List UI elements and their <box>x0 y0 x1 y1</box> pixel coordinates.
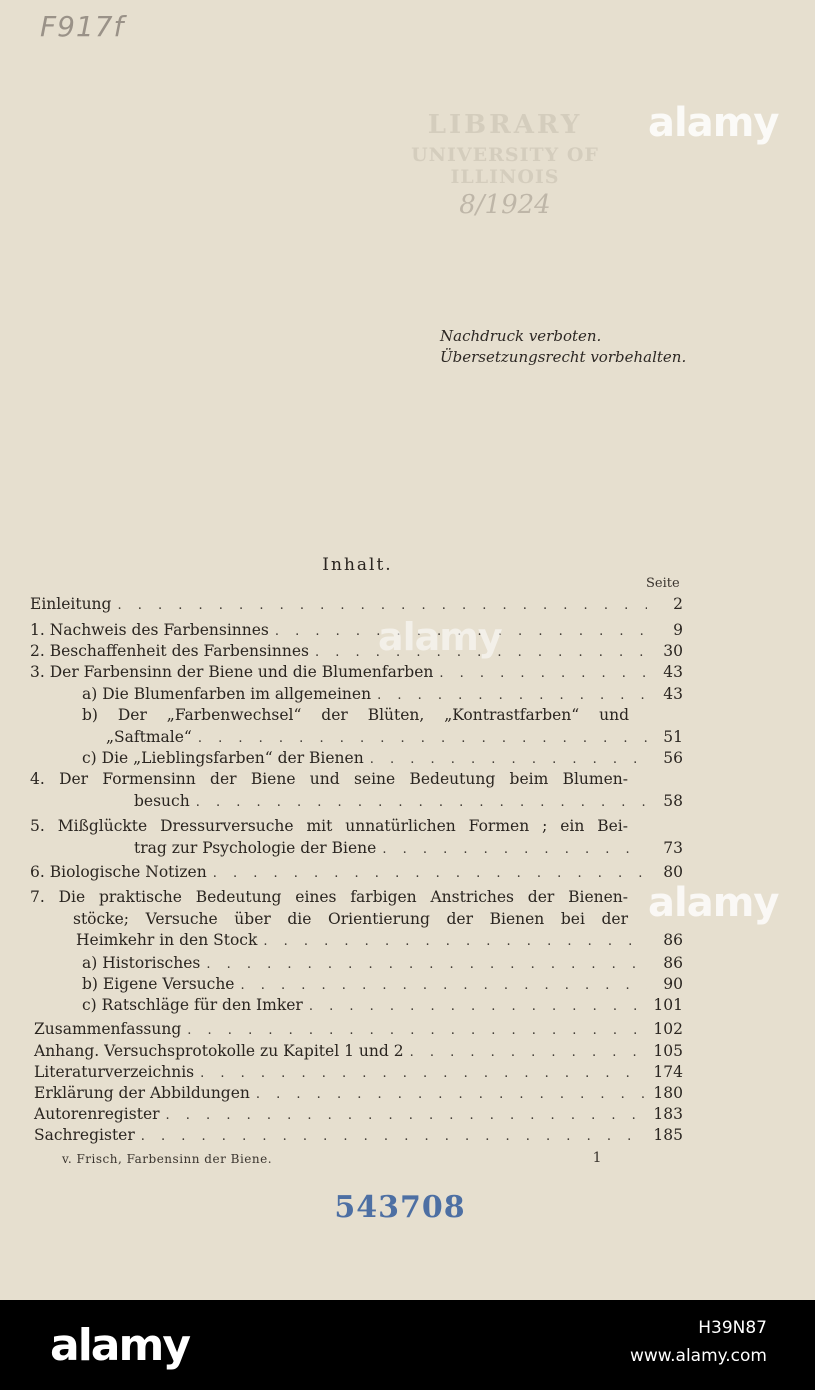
toc-entry-3a: a) Die Blumenfarben im allgemeinen . . . 43 <box>82 684 683 707</box>
stamp-line-2: UNIVERSITY OF ILLINOIS <box>411 144 599 188</box>
toc-entry-4: 4. Der Formensinn der Biene und seine Bedeutung beim Blumen- besuch . . . 58 <box>30 769 683 813</box>
running-title: v. Frisch, Farbensinn der Biene. <box>62 1152 273 1166</box>
toc-entry-6: 6. Biologische Notizen . . . 80 <box>30 862 683 885</box>
toc-entry-anhang: Anhang. Versuchsprotokolle zu Kapitel 1 und 2 . . . 105 <box>34 1041 683 1064</box>
watermark-logo: alamy <box>648 100 779 146</box>
watermark-logo-lower: alamy <box>648 880 779 926</box>
toc-page-header: Seite <box>646 576 680 591</box>
toc-entry-2: 2. Beschaffenheit des Farbensinnes . . . 30 <box>30 641 683 664</box>
toc-entry-sachregister: Sachregister . . . 185 <box>34 1125 683 1148</box>
signature-mark: 1 <box>592 1150 602 1166</box>
toc-entry-autorenregister: Autorenregister . . . 183 <box>34 1104 683 1127</box>
handwritten-shelfmark: F917f <box>40 10 125 43</box>
toc-entry-5: 5. Mißglückte Dressurversuche mit unnatürlichen Formen ; ein Bei- trag zur Psychologie der Biene . . . 73 <box>30 816 683 860</box>
alamy-logo: alamy <box>50 1320 189 1371</box>
watermark-logo-center: alamy <box>378 615 502 659</box>
toc-entry-7: 7. Die praktische Bedeutung eines farbigen Anstriches der Bienen- stöcke; Versuche über die Orientierung der Bienen bei der Heimkehr in den Stock . . . 86 <box>30 887 683 953</box>
toc-entry-7a: a) Historisches . . . 86 <box>82 953 683 976</box>
toc-entry-abbildungen: Erklärung der Abbildungen . . . 180 <box>34 1083 683 1106</box>
rights-notice-line-1: Nachdruck verboten. <box>440 327 602 345</box>
image-code: H39N87 <box>698 1318 767 1338</box>
library-stamp <box>395 110 615 220</box>
toc-entry-7b: b) Eigene Versuche . . . 90 <box>82 974 683 997</box>
toc-entry-3c: c) Die „Lieblingsfarben“ der Bienen . . . 56 <box>82 748 683 771</box>
rights-notice-line-2: Übersetzungsrecht vorbehalten. <box>440 348 687 366</box>
toc-entry-3b: b) Der „Farbenwechsel“ der Blüten, „Kontrastfarben“ und „Saftmale“ . . . 51 <box>82 705 683 749</box>
site-url: www.alamy.com <box>629 1346 767 1366</box>
toc-title: Inhalt. <box>322 555 393 575</box>
page-footer <box>62 1152 602 1166</box>
toc-entry-7c: c) Ratschläge für den Imker . . . 101 <box>82 995 683 1018</box>
stamp-line-1: LIBRARY <box>427 110 583 140</box>
toc-entry-3: 3. Der Farbensinn der Biene und die Blumenfarben . . . 43 <box>30 662 683 685</box>
accession-number-stamp: 543708 <box>334 1190 466 1225</box>
toc-entry-1: 1. Nachweis des Farbensinnes . . . 9 <box>30 620 683 643</box>
toc-entry-zusammenfassung: Zusammenfassung . . . 102 <box>34 1019 683 1042</box>
toc-entry-literaturverzeichnis: Literaturverzeichnis . . . 174 <box>34 1062 683 1085</box>
stock-photo-bar <box>0 1300 815 1390</box>
rights-notice <box>440 326 686 368</box>
toc-entry-einleitung: Einleitung . . . 2 <box>30 594 683 617</box>
stamp-line-3: 8/1924 <box>459 190 551 220</box>
